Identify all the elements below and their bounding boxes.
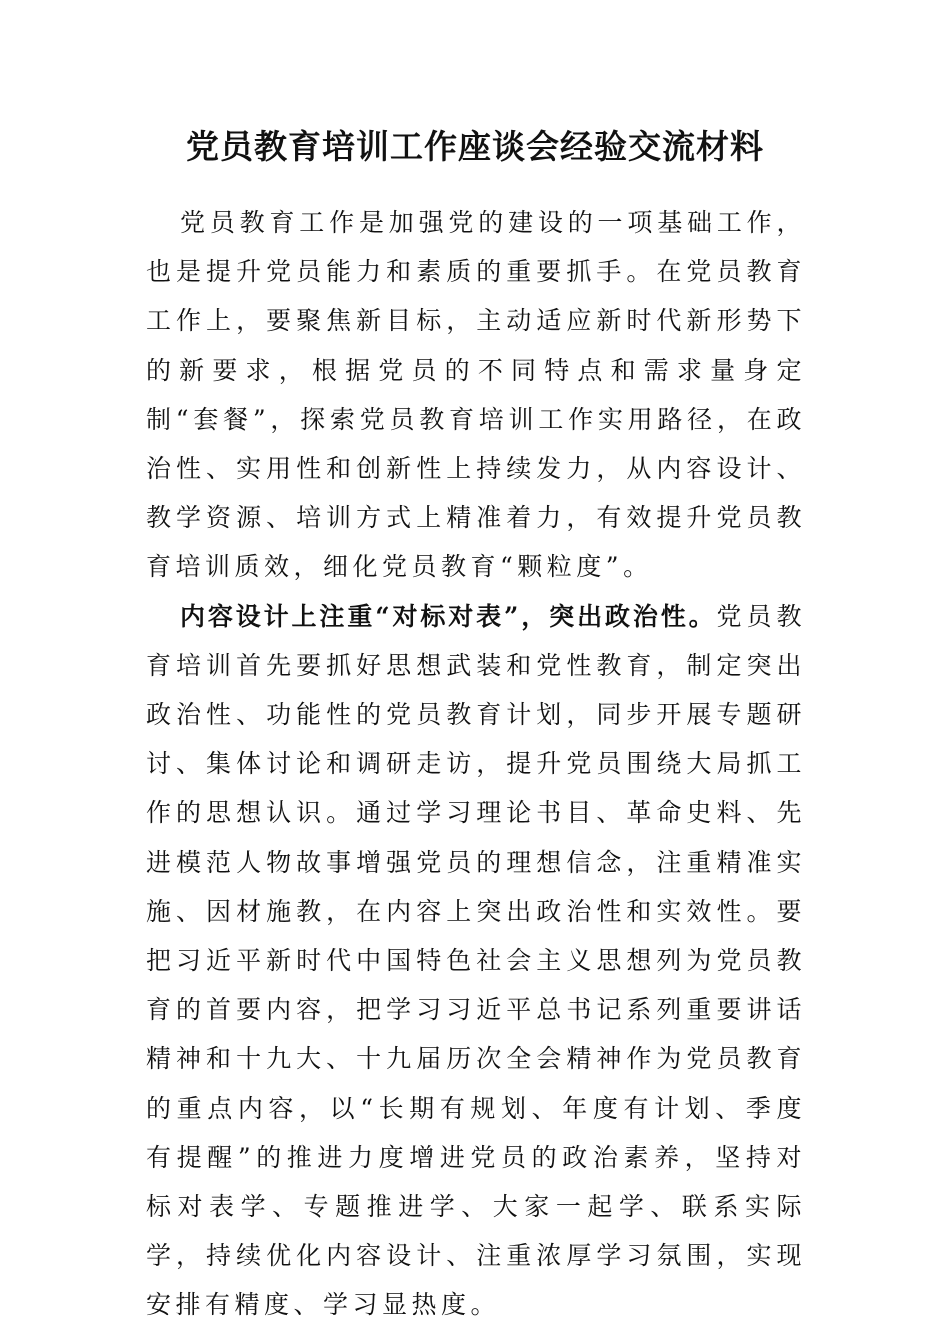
document-body xyxy=(146,198,806,1330)
paragraph-content-design-text: 党员教育培训首先要抓好思想武装和党性教育，制定突出政治性、功能性的党员教育计划，同步开展专题研讨、集体讨论和调研走访，提升党员围绕大局抓工作的思想认识。通过学习理论书目、革命史料、先进模范人物故事增强党员的理想信念，注重精准实施、因材施教，在内容上突出政治性和实效性。要把习近平新时代中国特色社会主义思想列为党员教育的首要内容，把学习习近平总书记系列重要讲话精神和十九大、十九届历次全会精神作为党员教育的重点内容，以“长期有规划、年度有计划、季度有提醒”的推进力度增进党员的政治素养，坚持对标对表学、专题推进学、大家一起学、联系实际学，持续优化内容设计、注重浓厚学习氛围，实现安排有精度、学习显热度。 xyxy=(146,601,806,1320)
paragraph-content-design-heading: 内容设计上注重“对标对表”，突出政治性。 xyxy=(180,601,717,631)
paragraph-intro-text: 党员教育工作是加强党的建设的一项基础工作，也是提升党员能力和素质的重要抓手。在党员教育工作上，要聚焦新目标，主动适应新时代新形势下的新要求，根据党员的不同特点和需求量身定制“套餐”，探索党员教育培训工作实用路径，在政治性、实用性和创新性上持续发力，从内容设计、教学资源、培训方式上精准着力，有效提升党员教育培训质效，细化党员教育“颗粒度”。 xyxy=(146,208,806,582)
document-title: 党员教育培训工作座谈会经验交流材料 xyxy=(186,127,764,166)
paragraph-intro xyxy=(146,198,806,592)
paragraph-content-design xyxy=(146,592,806,1330)
